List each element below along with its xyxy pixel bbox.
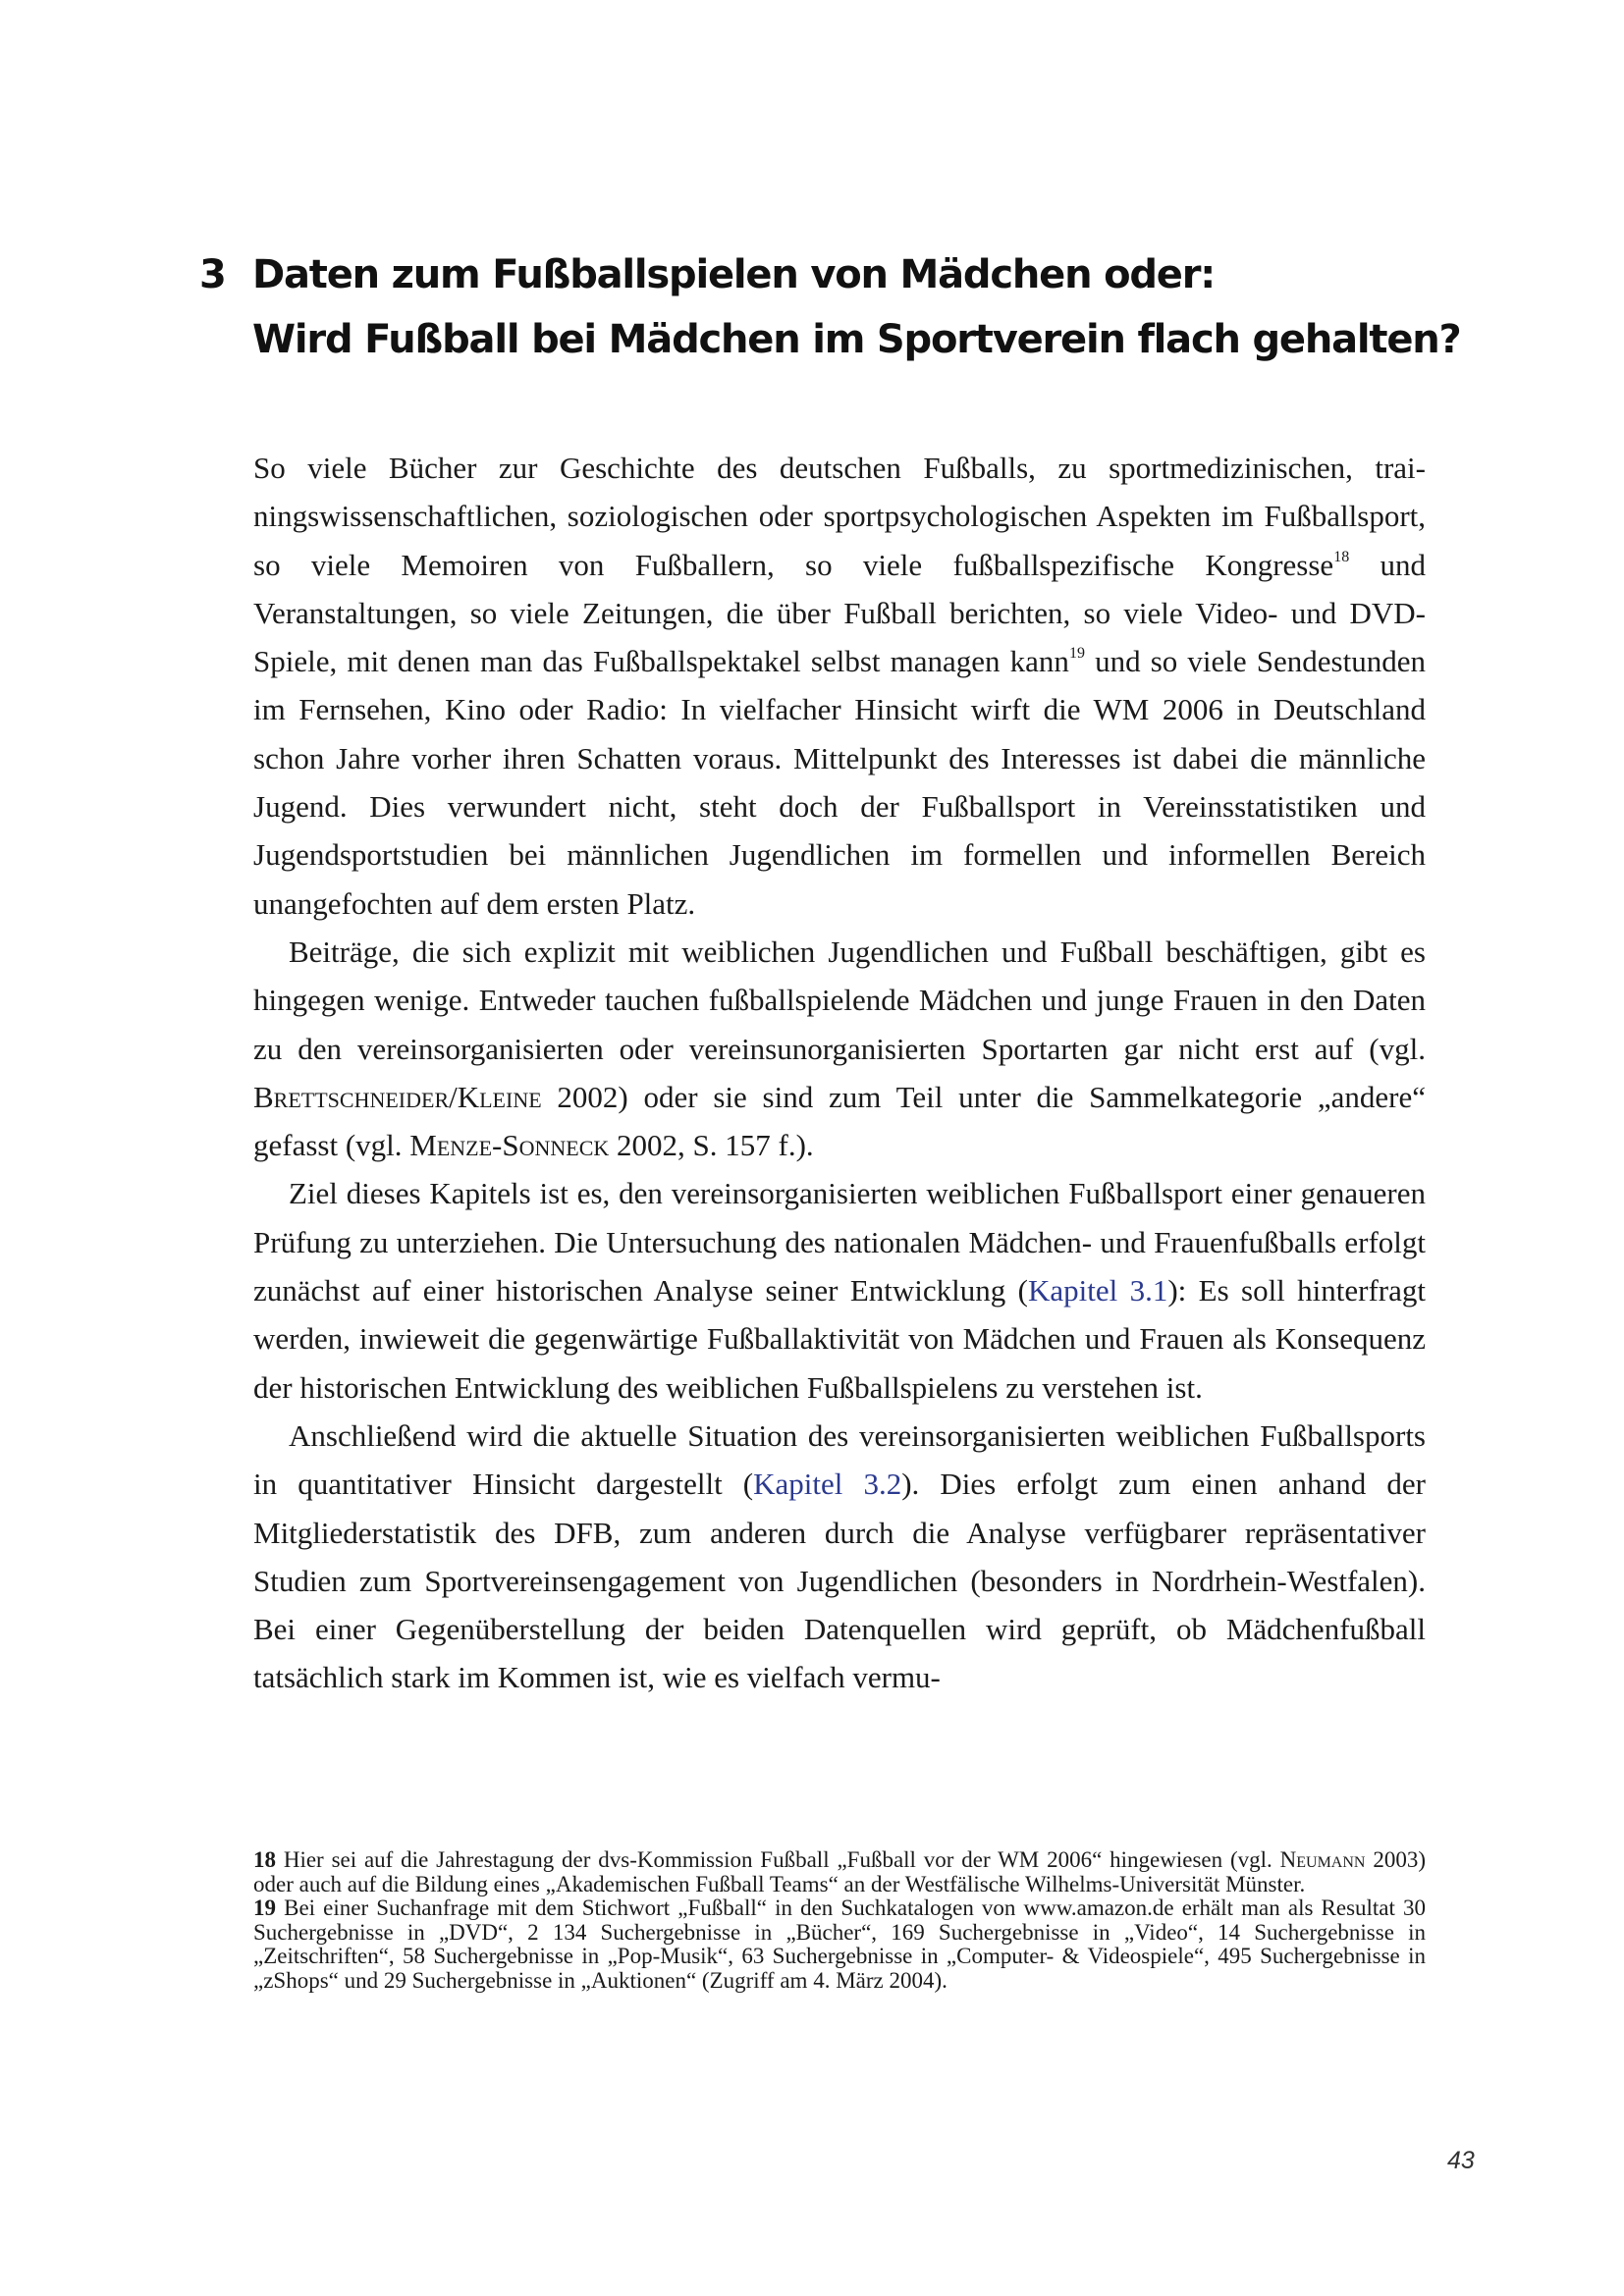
footnote-text: Hier sei auf die Jahrestagung der dvs-Kommission Fußball „Fußball vor der WM 2006“ hingewiesen (vgl. [276,1847,1280,1872]
paragraph-text: Beiträge, die sich explizit mit weiblichen Jugendlichen und Fußball beschäftigen, gibt es hingegen wenige. Entweder tauchen fußballspielende Mädchen und junge Frauen in den Daten zu den vereinsorganisierten oder vereinsunorganisierten Sportarten gar nicht erst auf (vgl. [253,934,1426,1066]
paragraph-text: Ziel dieses Kapitels ist es, den vereinsorganisierten weiblichen Fußballsport einer genaueren Prüfung zu unterziehen. Die Untersuchung des nationalen Mädchen- und Frauenfußballs erfolgt zunächst auf einer historischen Analyse seiner Entwicklung ( [253,1176,1426,1308]
footnote-number: 19 [253,1896,276,1921]
paragraph-text: 2002) oder sie sind zum Teil unter die Sammelkategorie „andere“ gefasst (vgl. [253,1079,1426,1163]
body-text [253,444,1426,1702]
paragraph-text: Anschließend wird die aktuelle Situation des vereinsorganisierten weiblichen Fußballsports in quantitativer Hinsicht dargestellt ( [253,1417,1426,1502]
paragraph-text: und Veranstaltungen, so viele Zeitungen, die über Fußball berichten, so viele Video- und DVD-Spiele, mit denen man das Fußballspektakel selbst managen kann [253,547,1426,679]
citation-author: Menze-Sonneck [409,1128,610,1163]
paragraph-text: ): Es soll hinterfragt werden, inwieweit die gegenwärtige Fußballaktivität von Mädchen und Frauen als Konsequenz der historischen Entwicklung des weiblichen Fußballspielens zu verstehen ist. [253,1273,1426,1405]
paragraph-text: und so viele Sendestunden im Fernsehen, Kino oder Radio: In vielfacher Hinsicht wirft die WM 2006 in Deutschland schon Jahre vorher ihren Schatten voraus. Mittelpunkt des Interesses ist dabei die männliche Jugend. Dies verwundert nicht, steht doch der Fußballsport in Vereinsstatistiken und Jugendsportstudien bei männlichen Jugendlichen im formellen und informellen Bereich unangefochten auf dem ersten Platz. [253,644,1426,921]
citation-author: Neumann [1279,1847,1366,1872]
footnote-19 [253,1896,1426,1993]
paragraph-1 [253,444,1426,928]
paragraph-2 [253,928,1426,1169]
chapter-link-3-2[interactable]: Kapitel 3.2 [753,1467,902,1502]
chapter-link-3-1[interactable]: Kapitel 3.1 [1027,1273,1168,1308]
footnote-text: Bei einer Suchanfrage mit dem Stichwort „Fußball“ in den Suchkatalogen von www.amazon.de erhält man als Resultat 30 Suchergebnisse in „DVD“, 2 134 Suchergebnisse in „Bücher“, 169 Suchergebnisse in „Video“, 14 Suchergebnisse in „Zeitschriften“, 58 Suchergebnisse in „Pop-Musik“, 63 Suchergebnisse in „Computer- & Videospiele“, 495 Suchergebnisse in „zShops“ und 29 Suchergebnisse in „Auktionen“ (Zugriff am 4. März 2004). [253,1896,1426,1993]
chapter-heading [199,242,1461,372]
chapter-number: 3 [199,252,226,297]
footnote-text: 2003) oder auch auf die Bildung eines „Akademischen Fußball Teams“ an der Westfälische Wilhelms-Universität Münster. [253,1847,1426,1896]
citation-author: Brettschneider/Kleine [253,1079,542,1114]
paragraph-text: ). Dies erfolgt zum einen anhand der Mitgliederstatistik des DFB, zum anderen durch die Analyse verfügbarer repräsentativer Studien zum Sportvereinsengagement von Jugendlichen (besonders in Nordrhein-Westfalen). Bei einer Gegenüberstellung der beiden Datenquellen wird geprüft, ob Mädchenfußball tatsächlich stark im Kommen ist, wie es vielfach vermu- [253,1467,1426,1695]
footnotes [253,1848,1426,1994]
paragraph-3 [253,1169,1426,1411]
footnote-18 [253,1848,1426,1896]
paragraph-text: So viele Bücher zur Geschichte des deutschen Fußballs, zu sportmedizinischen, trainingswissenschaftlichen, soziologischen oder sportpsychologischen Aspekten im Fußballsport, so viele Memoiren von Fußballern, so viele fußballspezifische Kongresse [253,451,1426,582]
chapter-title-line-1: Daten zum Fußballspielen von Mädchen oder: [252,252,1216,297]
paragraph-text: 2002, S. 157 f.). [609,1128,814,1163]
footnote-ref-18[interactable]: 18 [1333,548,1350,565]
footnote-ref-19[interactable]: 19 [1068,645,1085,663]
paragraph-4 [253,1412,1426,1702]
footnote-number: 18 [253,1847,276,1872]
chapter-title-line-2: Wird Fußball bei Mädchen im Sportverein flach gehalten? [252,317,1461,362]
page-number: 43 [1447,2147,1475,2174]
